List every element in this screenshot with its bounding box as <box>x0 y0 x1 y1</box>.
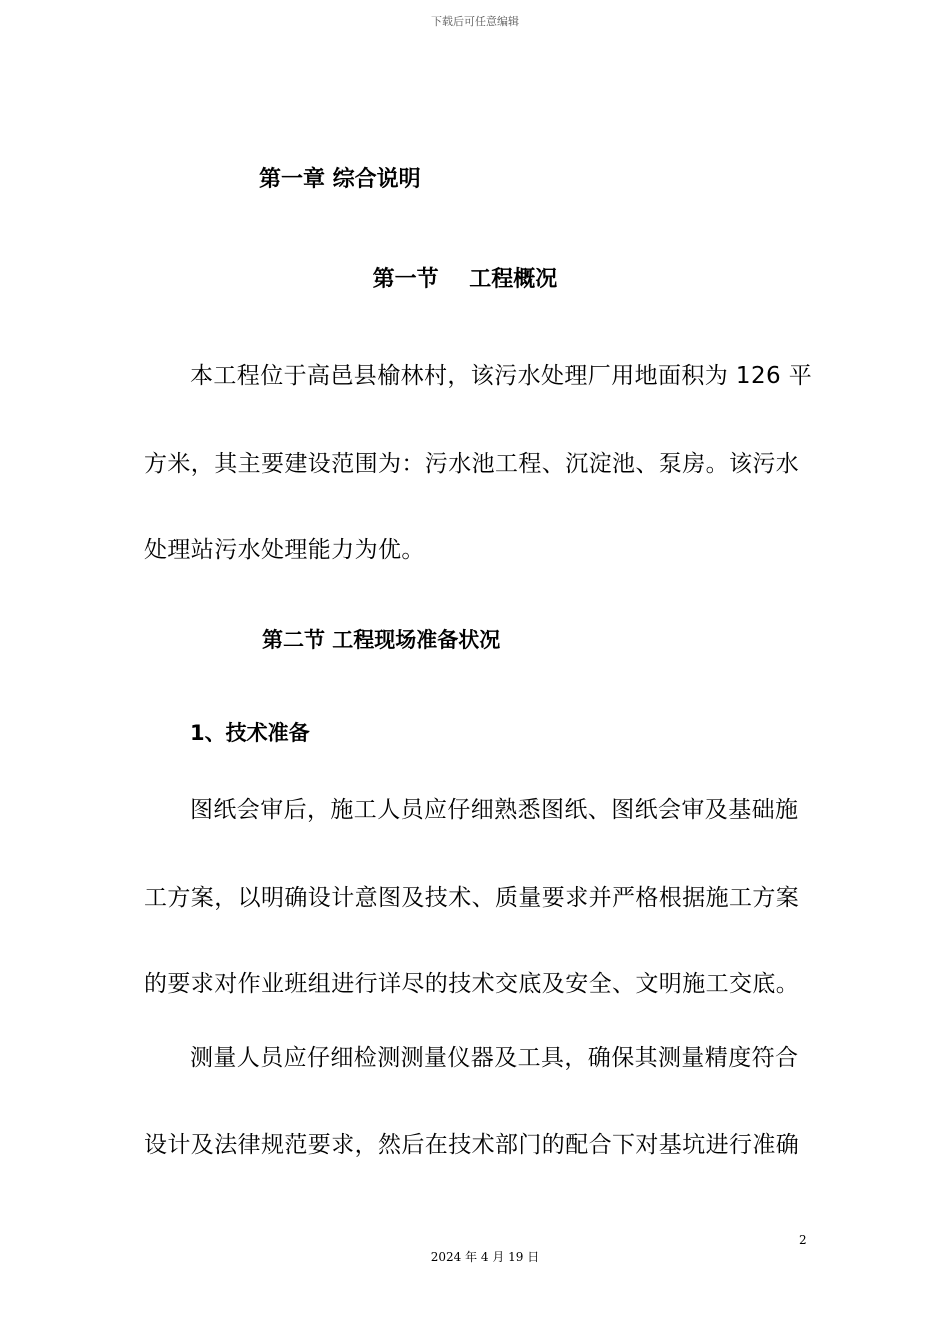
header-note: 下载后可任意编辑 <box>431 15 519 28</box>
section-title-overview: 第一节 工程概况 <box>372 267 558 292</box>
subsection-title-technical-preparation: 1、技术准备 <box>190 721 310 745</box>
paragraph-line: 的要求对作业班组进行详尽的技术交底及安全、文明施工交底。 <box>144 971 800 997</box>
section-title-site-preparation: 第二节 工程现场准备状况 <box>262 628 501 652</box>
footer-date: 2024 年 4 月 19 日 <box>430 1250 540 1264</box>
paragraph-line: 测量人员应仔细检测测量仪器及工具，确保其测量精度符合 <box>190 1045 799 1071</box>
page-number: 2 <box>799 1233 807 1247</box>
paragraph-line: 设计及法律规范要求，然后在技术部门的配合下对基坑进行准确 <box>144 1132 800 1158</box>
paragraph-line: 方米，其主要建设范围为：污水池工程、沉淀池、泵房。该污水 <box>144 451 800 477</box>
paragraph-line: 图纸会审后，施工人员应仔细熟悉图纸、图纸会审及基础施 <box>190 797 799 823</box>
paragraph-line: 处理站污水处理能力为优。 <box>144 537 425 563</box>
paragraph-line: 工方案，以明确设计意图及技术、质量要求并严格根据施工方案 <box>144 885 800 911</box>
chapter-title: 第一章 综合说明 <box>259 167 421 192</box>
paragraph-line: 本工程位于高邑县榆林村，该污水处理厂用地面积为 126 平 <box>190 363 813 389</box>
